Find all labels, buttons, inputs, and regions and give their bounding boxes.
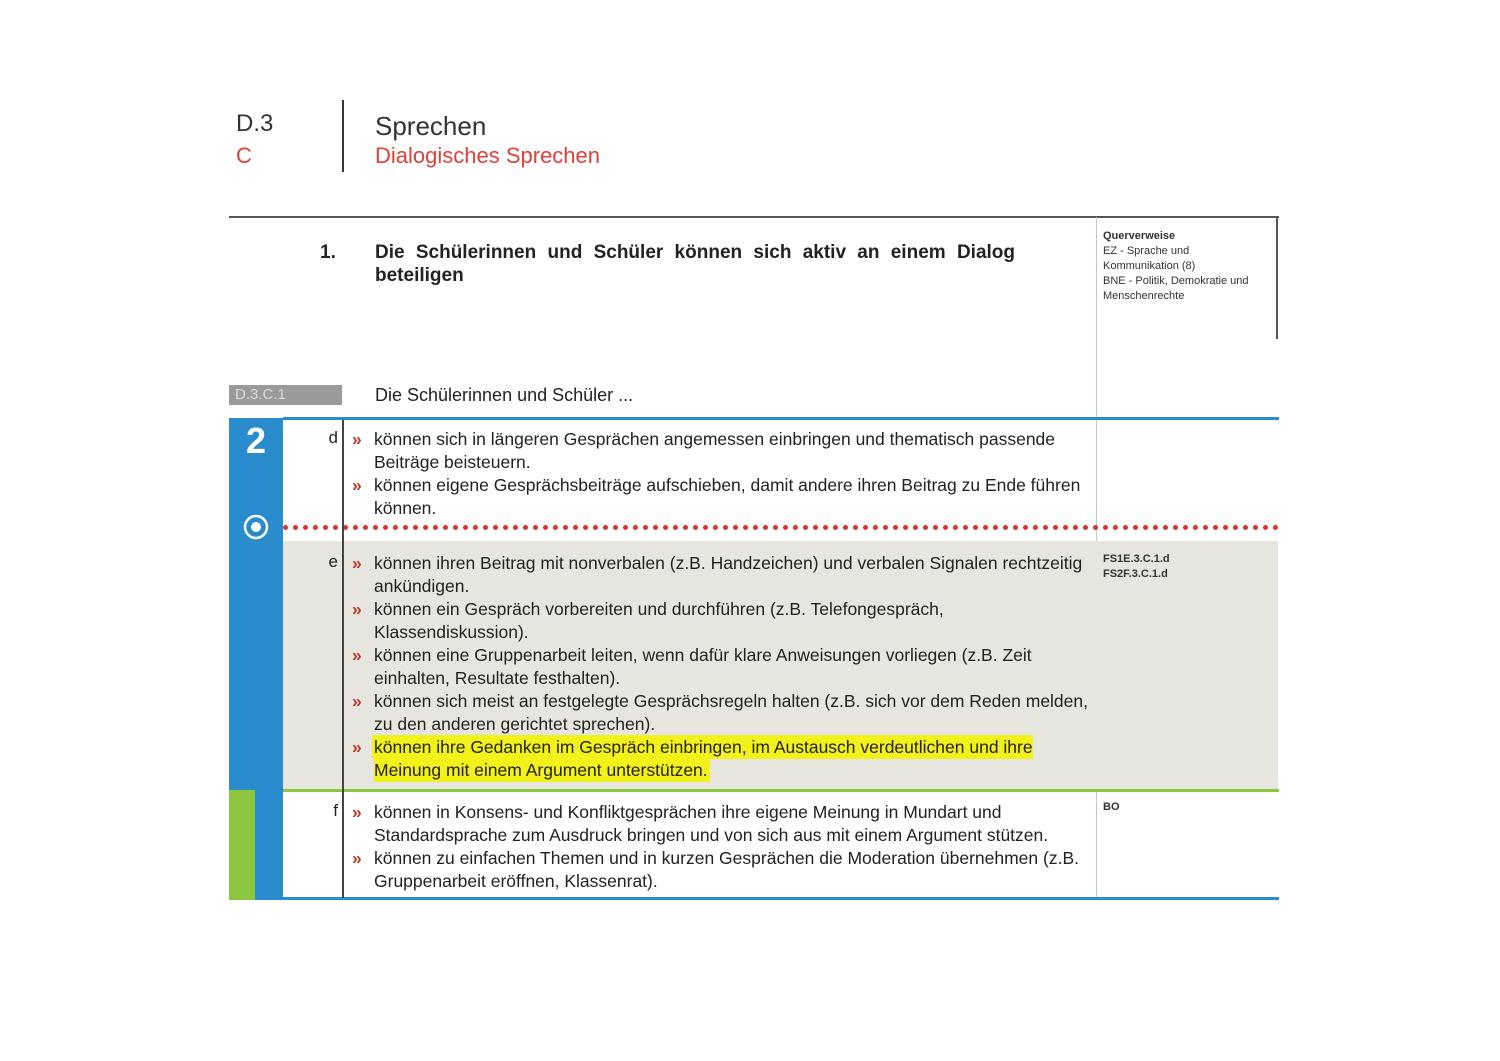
list-item: » können ein Gespräch vorbereiten und durchführen (z.B. Telefongespräch, Klassendiskussion). <box>352 599 944 642</box>
reference-code: FS1E.3.C.1.d <box>1103 553 1170 565</box>
cross-references <box>1103 229 1273 304</box>
row-e-items <box>352 552 1092 782</box>
bullet-arrow-icon: » <box>352 802 362 822</box>
row-separator-green <box>283 789 1279 792</box>
bullet-arrow-icon: » <box>352 475 362 495</box>
bullet-arrow-icon: » <box>352 553 362 573</box>
bullet-arrow-icon: » <box>352 429 362 449</box>
objective-number: 1. <box>320 242 336 263</box>
competence-code-badge: D.3.C.1 <box>229 385 342 405</box>
reference-code: BO <box>1103 801 1120 813</box>
cross-reference-line: Menschenrechte <box>1103 290 1185 302</box>
list-item: » können sich in längeren Gesprächen angemessen einbringen und thematisch passende Beiträge beisteuern. <box>352 429 1056 472</box>
list-item: » können eine Gruppenarbeit leiten, wenn dafür klare Anweisungen vorliegen (z.B. Zeit einhalten, Resultate festhalten). <box>352 645 1032 688</box>
row-letter-e: e <box>328 552 338 571</box>
cross-reference-line: BNE - Politik, Demokratie und <box>1103 275 1249 287</box>
list-item-highlighted <box>352 736 1092 782</box>
bullet-arrow-icon: » <box>352 737 362 757</box>
letter-column-separator <box>342 420 344 898</box>
row-separator-blue <box>283 417 1279 420</box>
list-item: » können in Konsens- und Konfliktgesprächen ihre eigene Meinung in Mundart und Standardsprache zum Ausdruck bringen und von sich aus mit einem Argument stützen. <box>352 802 1049 845</box>
cross-references-heading: Querverweise <box>1103 230 1176 242</box>
row-separator-bottom <box>283 897 1279 900</box>
row-f-references <box>1103 800 1120 815</box>
cross-reference-line: EZ - Sprache und <box>1103 245 1190 257</box>
row-f-items <box>352 801 1092 893</box>
bullet-arrow-icon: » <box>352 645 362 665</box>
list-item: » können zu einfachen Themen und in kurzen Gesprächen die Moderation übernehmen (z.B. Gruppenarbeit eröffnen, Klassenrat). <box>352 848 1079 891</box>
bullet-arrow-icon: » <box>352 848 362 868</box>
level-bar-green <box>229 790 255 900</box>
cross-reference-line: Kommunikation (8) <box>1103 260 1196 272</box>
objective-text-line2: beteiligen <box>375 265 464 286</box>
competence-intro: Die Schülerinnen und Schüler ... <box>375 385 634 405</box>
dotted-separator <box>283 525 1279 530</box>
highlighted-text: können ihre Gedanken im Gespräch einbringen, im Austausch verdeutlichen und ihre Meinung mit einem Argument unterstützen. <box>374 737 1033 780</box>
reference-code: FS2F.3.C.1.d <box>1103 568 1168 580</box>
table-right-border <box>1276 217 1278 339</box>
row-e-references <box>1103 552 1170 582</box>
list-item: » können sich meist an festgelegte Gesprächsregeln halten (z.B. sich vor dem Reden melden, zu den anderen gerichtet sprechen). <box>352 691 1088 734</box>
page-title: Sprechen <box>375 111 487 141</box>
target-circle-icon <box>243 514 269 540</box>
section-code: D.3 <box>236 110 274 137</box>
table-top-rule <box>229 216 1279 218</box>
row-d-items <box>352 428 1092 520</box>
header-divider <box>342 100 344 172</box>
level-number: 2 <box>245 420 267 461</box>
objective-text-line1: Die Schülerinnen und Schüler können sich aktiv an einem Dialog <box>375 242 1015 263</box>
page-subtitle: Dialogisches Sprechen <box>375 143 601 168</box>
section-letter: C <box>236 143 252 168</box>
list-item: » können ihren Beitrag mit nonverbalen (z.B. Handzeichen) und verbalen Signalen rechtzeitig ankündigen. <box>352 553 1083 596</box>
row-letter-d: d <box>328 428 338 447</box>
row-letter-f: f <box>333 801 338 820</box>
bullet-arrow-icon: » <box>352 599 362 619</box>
bullet-arrow-icon: » <box>352 691 362 711</box>
list-item: » können eigene Gesprächsbeiträge aufschieben, damit andere ihren Beitrag zu Ende führen können. <box>352 475 1081 518</box>
